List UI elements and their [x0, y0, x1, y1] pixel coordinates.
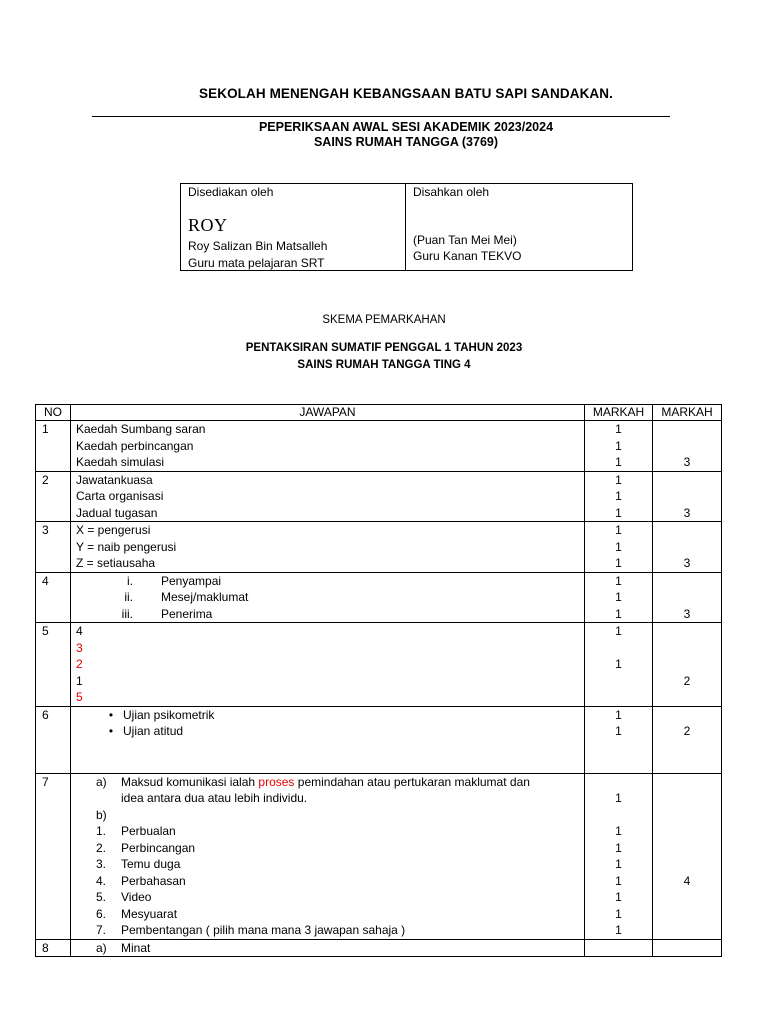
roman-numeral: ii.: [124, 590, 133, 604]
table-row: [36, 773, 722, 939]
prepared-role: Guru mata pelajaran SRT: [188, 256, 325, 270]
header-divider: [92, 116, 670, 117]
list-number: 6.: [96, 906, 107, 921]
table-row: [36, 471, 722, 522]
answer-cell: [71, 706, 585, 773]
answer-line: Pembentangan ( pilih mana mana 3 jawapan sahaja ): [121, 923, 406, 937]
mark-cell: [585, 939, 653, 957]
mark-value: 1: [615, 824, 622, 838]
prepared-by-label: Disediakan oleh: [188, 185, 274, 199]
answer-cell: [71, 939, 585, 957]
prepared-signature: ROY: [188, 215, 228, 235]
mark-cell: [585, 572, 653, 623]
question-number: 6: [36, 706, 71, 773]
mark-value: 1: [615, 840, 622, 855]
bullet-icon: •: [108, 724, 114, 738]
sequence-item: 2: [76, 657, 83, 671]
scheme-heading: SKEMA PEMARKAHAN: [322, 314, 446, 326]
definition-text-end: pemindahan atau pertukaran maklumat dan: [294, 774, 530, 789]
answer-line: Temu duga: [121, 857, 181, 871]
sequence-item: 1: [76, 673, 83, 688]
list-number: 5.: [96, 890, 107, 904]
list-number: 1.: [96, 824, 107, 838]
school-name: SEKOLAH MENENGAH KEBANGSAAN BATU SAPI SANDAKAN.: [199, 86, 613, 101]
subject-title: SAINS RUMAH TANGGA (3769): [313, 135, 499, 149]
answer-line: Perbualan: [121, 824, 176, 838]
total-mark: 3: [683, 505, 691, 520]
answer-line: Kaedah simulasi: [76, 455, 165, 469]
list-number: 4.: [96, 873, 107, 888]
question-number: 5: [36, 623, 71, 707]
prepared-name: Roy Salizan Bin Matsalleh: [188, 239, 328, 253]
answer-line: Perbincangan: [121, 840, 196, 855]
mark-value: 1: [615, 724, 622, 738]
column-header-markah-total: MARKAH: [653, 405, 722, 421]
list-number: 7.: [96, 923, 107, 937]
total-cell: [653, 421, 722, 472]
mark-value: 1: [615, 923, 622, 937]
mark-value: 1: [615, 438, 622, 453]
column-header-jawapan: JAWAPAN: [71, 405, 585, 421]
assessment-heading: PENTAKSIRAN SUMATIF PENGGAL 1 TAHUN 2023: [245, 342, 523, 354]
mark-value: 1: [615, 890, 622, 904]
answer-line: Y = naib pengerusi: [76, 539, 177, 554]
mark-cell: [585, 623, 653, 707]
approved-name: (Puan Tan Mei Mei): [413, 233, 517, 247]
exam-title: PEPERIKSAAN AWAL SESI AKADEMIK 2023/2024: [258, 120, 554, 134]
bullet-icon: •: [108, 707, 114, 722]
mark-value: 1: [615, 657, 622, 671]
answer-scheme-table: [35, 404, 722, 957]
column-header-markah: MARKAH: [585, 405, 653, 421]
list-number: 2.: [96, 840, 107, 855]
sequence-item: 4: [76, 624, 83, 638]
mark-value: 1: [615, 573, 622, 588]
mark-value: 1: [615, 857, 622, 871]
mark-value: 1: [615, 707, 622, 722]
mark-value: 1: [615, 523, 622, 537]
question-number: 7: [36, 773, 71, 939]
mark-value: 1: [615, 791, 622, 805]
approved-by-label: Disahkan oleh: [413, 185, 490, 199]
mark-value: 1: [615, 455, 622, 469]
class-heading: SAINS RUMAH TANGGA TING 4: [297, 359, 471, 371]
mark-value: 1: [615, 906, 622, 921]
question-number: 8: [36, 939, 71, 957]
answer-cell: [71, 773, 585, 939]
mark-cell: [585, 471, 653, 522]
mark-value: 1: [615, 590, 622, 604]
part-label: a): [96, 774, 107, 789]
total-cell: [653, 471, 722, 522]
table-row: [36, 706, 722, 773]
mark-cell: [585, 773, 653, 939]
answer-line: Minat: [121, 940, 151, 955]
mark-cell: [585, 522, 653, 573]
answer-cell: [71, 623, 585, 707]
sequence-item: 3: [76, 640, 83, 655]
answer-line: Ujian psikometrik: [123, 707, 215, 722]
mark-value: 1: [615, 489, 622, 503]
signoff-table: [180, 183, 633, 271]
table-row: [36, 421, 722, 472]
mark-value: 1: [615, 472, 622, 487]
mark-value: 1: [615, 505, 622, 520]
total-cell: [653, 706, 722, 773]
answer-cell: [71, 522, 585, 573]
answer-cell: [71, 471, 585, 522]
answer-line: Penyampai: [161, 573, 222, 588]
mark-value: 1: [615, 606, 622, 621]
total-cell: [653, 572, 722, 623]
table-row: [36, 572, 722, 623]
answer-line: Penerima: [161, 606, 213, 621]
total-cell: [653, 773, 722, 939]
total-cell: [653, 623, 722, 707]
approved-by-cell: [406, 184, 632, 270]
mark-value: 1: [615, 539, 622, 554]
answer-line: Mesyuarat: [121, 906, 178, 921]
answer-line: Ujian atitud: [123, 724, 184, 738]
answer-line: Perbahasan: [121, 873, 186, 888]
list-number: 3.: [96, 857, 107, 871]
answer-line: Kaedah Sumbang saran: [76, 422, 206, 436]
answer-line: Kaedah perbincangan: [76, 438, 194, 453]
definition-text-line2: idea antara dua atau lebih individu.: [121, 791, 308, 805]
roman-numeral: iii.: [121, 606, 133, 621]
question-number: 4: [36, 572, 71, 623]
answer-line: Mesej/maklumat: [161, 590, 249, 604]
total-mark: 3: [683, 606, 691, 621]
mark-value: 1: [615, 422, 622, 436]
table-row: [36, 522, 722, 573]
answer-cell: [71, 572, 585, 623]
mark-cell: [585, 706, 653, 773]
total-cell: [653, 939, 722, 957]
total-mark: 3: [683, 455, 691, 469]
mark-value: 1: [615, 624, 622, 638]
question-number: 2: [36, 471, 71, 522]
definition-text-start: Maksud komunikasi ialah: [121, 774, 259, 789]
question-number: 3: [36, 522, 71, 573]
highlighted-keyword: proses: [258, 774, 295, 789]
total-mark: 3: [683, 556, 691, 570]
answer-line: Z = setiausaha: [76, 556, 156, 570]
prepared-by-cell: [181, 184, 406, 270]
table-row: [36, 939, 722, 957]
mark-value: 1: [615, 556, 622, 570]
approved-role: Guru Kanan TEKVO: [413, 249, 522, 263]
total-mark: 2: [683, 724, 691, 738]
mark-value: 1: [615, 873, 622, 888]
answer-cell: [71, 421, 585, 472]
column-header-no: NO: [36, 405, 71, 421]
table-row: [36, 623, 722, 707]
total-mark: 4: [683, 873, 691, 888]
roman-numeral: i.: [127, 573, 133, 588]
answer-line: Video: [121, 890, 152, 904]
answer-line: Jawatankuasa: [76, 472, 153, 487]
total-mark: 2: [683, 673, 691, 688]
sequence-item: 5: [76, 690, 83, 704]
answer-line: Carta organisasi: [76, 489, 164, 503]
question-number: 1: [36, 421, 71, 472]
answer-line: X = pengerusi: [76, 523, 151, 537]
table-header-row: [36, 405, 722, 421]
answer-line: Jadual tugasan: [76, 505, 158, 520]
part-label: a): [96, 940, 107, 955]
part-label: b): [96, 807, 107, 822]
total-cell: [653, 522, 722, 573]
mark-cell: [585, 421, 653, 472]
